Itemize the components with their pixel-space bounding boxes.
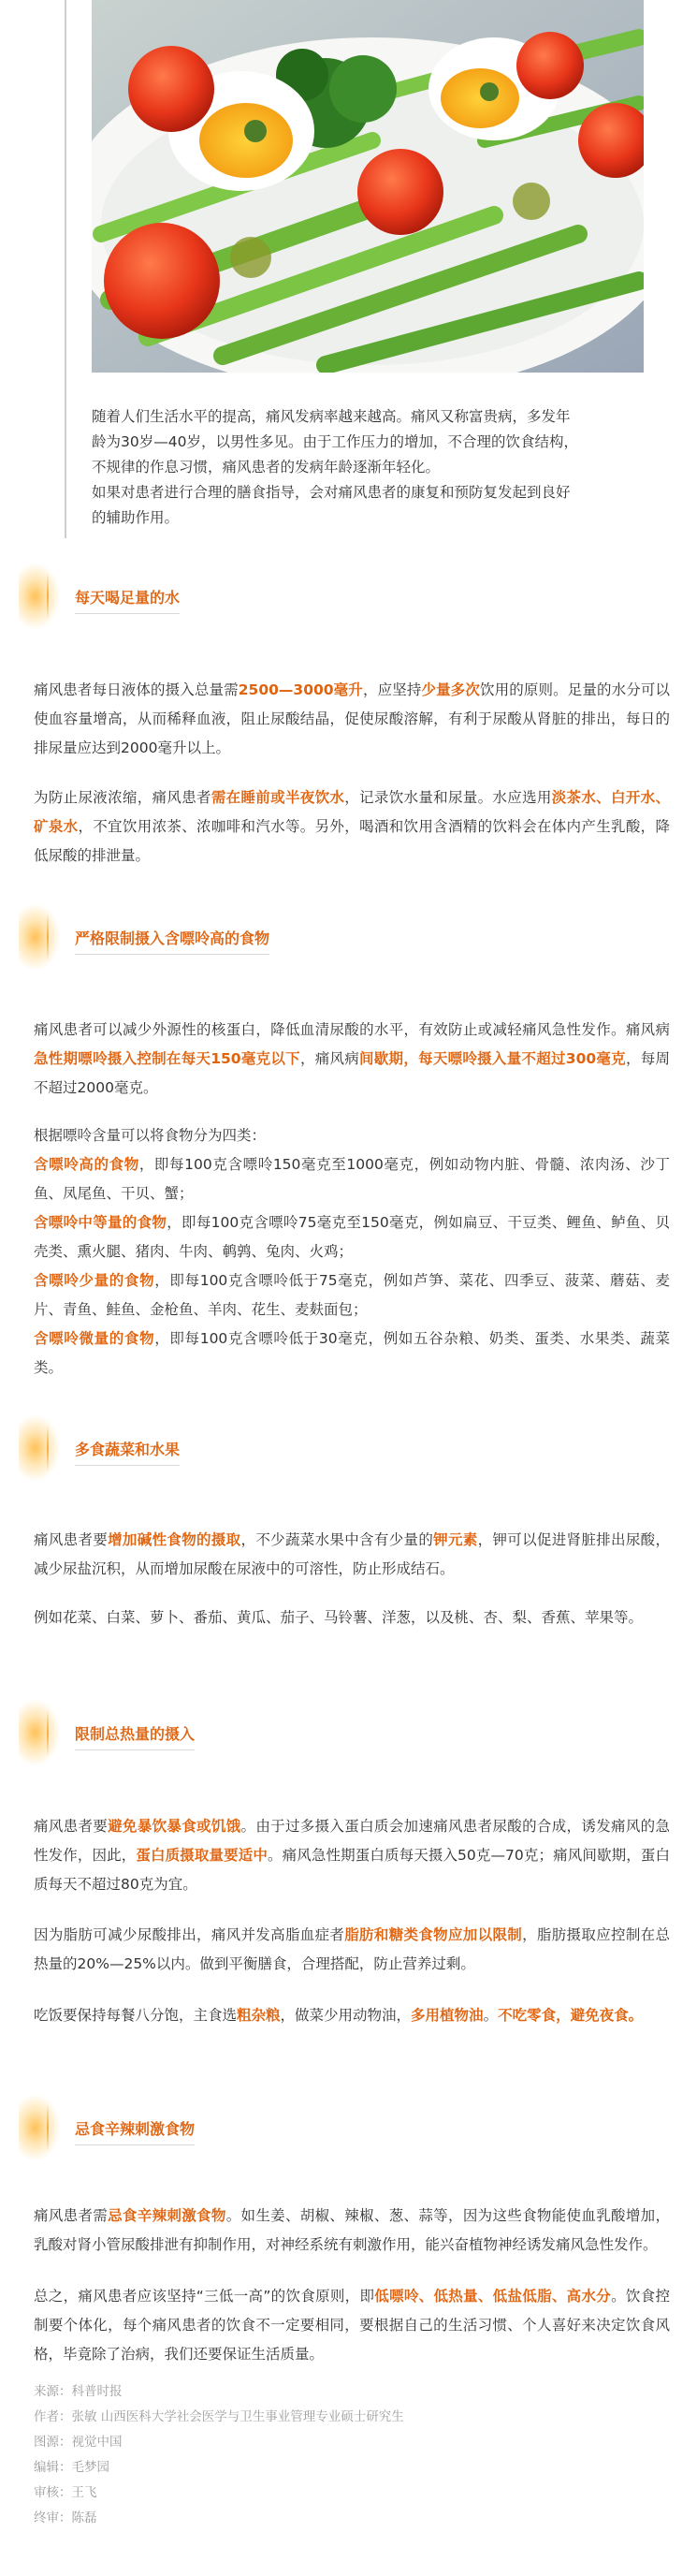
section4-paragraph-3 [34,2001,670,2030]
section-title-vegetables: 多食蔬菜和水果 [75,1438,180,1466]
section3-paragraph-1 [34,1526,670,1584]
highlight: 2500—3000毫升 [238,681,363,698]
hero-food-photo [92,0,644,373]
text: 痛风患者要 [34,1818,109,1835]
section1-paragraph-1 [34,676,670,763]
highlight: 含嘌呤中等量的食物 [34,1214,167,1231]
credit-final-reviewer: 终审：陈磊 [34,2510,97,2525]
text: 吃饭要保持每餐八分饱，主食选 [34,2007,238,2024]
highlight: 忌食辛辣刺激食物 [108,2207,226,2224]
text: 因为脂肪可减少尿酸排出，痛风并发高脂血症者 [34,1926,345,1943]
text: ，应坚持 [362,681,422,698]
section-glow-icon [19,564,60,629]
text: ，不少蔬菜水果中含有少量的 [240,1531,434,1548]
credit-author: 作者：张敏 山西医科大学社会医学与卫生事业管理专业硕士研究生 [34,2409,404,2424]
credit-image-source: 图源：视觉中国 [34,2435,123,2450]
section2-categories [34,1121,670,1383]
highlight: 避免暴饮暴食或饥饿 [108,1818,241,1835]
text: ，做菜少用动物油， [280,2007,412,2024]
text: ，即每100克含嘌呤低于30毫克，例如五谷杂粮、奶类、蛋类、水果类、蔬菜类。 [34,1330,670,1376]
highlight: 间歇期，每天嘌呤摄入量不超过300毫克 [359,1050,626,1067]
highlight: 多用植物油 [411,2007,484,2024]
text: 。 [483,2007,499,2024]
section-glow-icon [19,1700,60,1765]
highlight: 含嘌呤高的食物 [34,1156,139,1173]
text: 。由于过多摄入蛋白质会加速痛风患者尿酸的合成，诱发痛风的急性发作，因此， [34,1818,670,1864]
highlight: 不吃零食，避免夜食。 [498,2007,644,2024]
section4-paragraph-1 [34,1812,670,1899]
intro-line: 随着人们生活水平的提高，痛风发病率越来越高。痛风又称富贵病，多发年 [92,408,571,425]
text: 痛风患者可以减少外源性的核蛋白，降低血清尿酸的水平，有效防止或减轻痛风急性发作。痛风病 [34,1021,670,1038]
highlight: 粗杂粮 [237,2007,281,2024]
highlight: 脂肪和糖类食物应加以限制 [344,1926,523,1943]
credit-reviewer: 审核：王飞 [34,2485,97,2500]
text: ，即每100克含嘌呤75毫克至150毫克，例如扁豆、干豆类、鲤鱼、鲈鱼、贝壳类、熏火腿、猪肉、牛肉、鹌鹑、兔肉、火鸡； [34,1214,670,1260]
highlight: 需在睡前或半夜饮水 [211,789,345,806]
text: 痛风患者需 [34,2207,109,2224]
text: ，记录饮水量和尿量。水应选用 [344,789,552,806]
text: ，钾可以促进肾脏排出尿酸，减少尿盐沉积，从而增加尿酸在尿液中的可溶性，防止形成结石。 [34,1531,670,1577]
section-title-purine: 严格限制摄入含嘌呤高的食物 [75,927,269,955]
section-glow-icon [19,904,60,970]
intro-line: 龄为30岁—40岁，以男性多见。由于工作压力的增加，不合理的饮食结构， [92,433,578,450]
intro-line: 不规律的作息习惯，痛风患者的发病年龄逐渐年轻化。 [92,459,441,476]
section4-paragraph-2 [34,1921,670,1979]
text: 为防止尿液浓缩，痛风患者 [34,789,211,806]
credit-source: 来源：科普时报 [34,2384,123,2399]
intro-line: 的辅助作用。 [92,509,180,526]
section2-paragraph-1 [34,1016,670,1103]
category-item [34,1208,670,1266]
highlight: 增加碱性食物的摄取 [108,1531,241,1548]
left-divider-line [65,0,66,538]
category-item [34,1266,670,1325]
text: 。痛风急性期蛋白质每天摄入50克—70克；痛风间歇期，蛋白质每天不超过80克为宜。 [34,1847,670,1893]
text: ，不宜饮用浓茶、浓咖啡和汽水等。另外，喝酒和饮用含酒精的饮料会在体内产生乳酸，降低尿酸的排泄量。 [34,818,670,864]
highlight: 淡茶水、白开水、矿泉水 [34,789,670,835]
section-glow-icon [19,2095,60,2160]
highlight: 钾元素 [433,1531,478,1548]
text: ，脂肪摄取应控制在总热量的20%—25%以内。做到平衡膳食，合理搭配，防止营养过剩。 [34,1926,670,1972]
text: 总之，痛风患者应该坚持“三低一高”的饮食原则，即 [34,2288,375,2305]
highlight: 含嘌呤少量的食物 [34,1272,155,1289]
text: 。如生姜、胡椒、辣椒、葱、蒜等，因为这些食物能使血乳酸增加，乳酸对肾小管尿酸排泄有抑制作用，对神经系统有刺激作用，能兴奋植物神经诱发痛风急性发作。 [34,2207,670,2253]
section5-paragraph-1 [34,2202,670,2260]
text: 饮用的原则。足量的水分可以使血容量增高，从而稀释血液，阻止尿酸结晶，促使尿酸溶解，有利于尿酸从肾脏的排出，每日的排尿量应达到2000毫升以上。 [34,681,670,756]
text: ，即每100克含嘌呤低于75毫克，例如芦笋、菜花、四季豆、菠菜、蘑菇、麦片、青鱼、鲑鱼、金枪鱼、羊肉、花生、麦麸面包； [34,1272,670,1318]
text: 痛风患者每日液体的摄入总量需 [34,681,239,698]
section-title-spicy: 忌食辛辣刺激食物 [75,2117,195,2145]
category-item [34,1325,670,1383]
text: ，即每100克含嘌呤150毫克至1000毫克，例如动物内脏、骨髓、浓肉汤、沙丁鱼、凤尾鱼、干贝、蟹； [34,1156,670,1202]
article-credits [34,2379,651,2531]
section-glow-icon [19,1415,60,1481]
intro-line: 如果对患者进行合理的膳食指导，会对痛风患者的康复和预防复发起到良好 [92,484,571,501]
section-title-calories: 限制总热量的摄入 [75,1722,195,1750]
section1-paragraph-2 [34,783,670,871]
highlight: 急性期嘌呤摄入控制在每天150毫克以下 [34,1050,300,1067]
intro-text [92,404,653,531]
highlight: 低嘌呤、低热量、低盐低脂、高水分 [374,2288,612,2305]
category-item [34,1150,670,1208]
text: ，每周不超过2000毫克。 [34,1050,670,1096]
text: 根据嘌呤含量可以将食物分为四类： [34,1127,267,1144]
credit-editor: 编辑：毛梦园 [34,2460,109,2475]
section-title-water: 每天喝足量的水 [75,586,180,614]
highlight: 蛋白质摄取量要适中 [136,1847,268,1864]
section3-paragraph-2: 例如花菜、白菜、萝卜、番茄、黄瓜、茄子、马铃薯、洋葱，以及桃、杏、梨、香蕉、苹果等。 [34,1609,644,1626]
section5-paragraph-2 [34,2282,670,2369]
text: 。饮食控制要个体化，每个痛风患者的饮食不一定要相同，要根据自己的生活习惯、个人喜好来决定饮食风格，毕竟除了治病，我们还要保证生活质量。 [34,2288,670,2363]
highlight: 含嘌呤微量的食物 [34,1330,155,1347]
text: ，痛风病 [299,1050,360,1067]
highlight: 少量多次 [421,681,480,698]
text: 痛风患者要 [34,1531,109,1548]
